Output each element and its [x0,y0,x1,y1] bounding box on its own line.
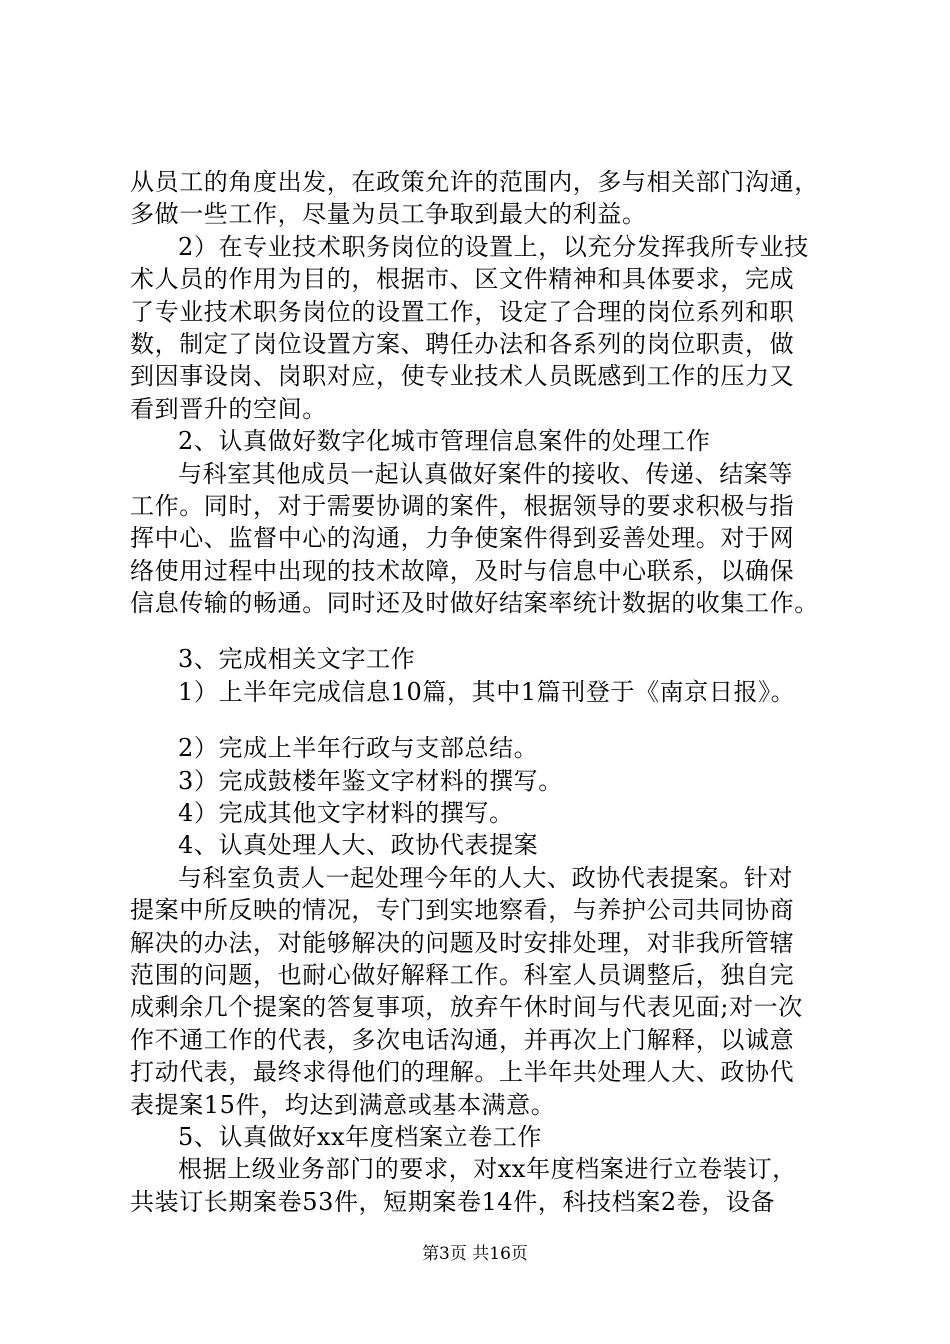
text-line: 成剩余几个提案的答复事项，放弃午休时间与代表见面;对一次 [130,993,803,1022]
text-line: 挥中心、监督中心的沟通，力争使案件得到妥善处理。对于网 [130,524,795,553]
text-line: 4）完成其他文字材料的撰写。 [178,799,514,828]
body-text [130,166,855,1218]
section-heading: 3、完成相关文字工作 [178,645,416,674]
text-line: 范围的问题，也耐心做好解释工作。科室人员调整后，独自完 [130,960,795,989]
text-line: 与科室其他成员一起认真做好案件的接收、传递、结案等 [178,459,793,488]
paragraph-gap [130,619,855,643]
text-line: 到因事设岗、岗职对应，使专业技术人员既感到工作的压力又 [130,362,795,391]
paragraph-gap [130,708,855,732]
text-line: 表提案15件，均达到满意或基本满意。 [130,1090,556,1119]
page-number-footer: 第3页 共16页 [422,1244,528,1264]
text-line: 1）上半年完成信息10篇，其中1篇刊登于《南京日报》。 [178,677,796,706]
text-line: 共装订长期案卷53件，短期案卷14件，科技档案2卷，设备 [130,1187,776,1216]
text-line: 术人员的作用为目的，根据市、区文件精神和具体要求，完成 [130,265,795,294]
section-heading: 5、认真做好xx年度档案立卷工作 [178,1122,542,1151]
text-line: 根据上级业务部门的要求，对xx年度档案进行立卷装订， [178,1155,797,1184]
section-heading: 4、认真处理人大、政协代表提案 [178,831,539,860]
text-line: 打动代表，最终求得他们的理解。上半年共处理人大、政协代 [130,1058,795,1087]
section-heading: 2、认真做好数字化城市管理信息案件的处理工作 [178,427,711,456]
text-line: 工作。同时，对于需要协调的案件，根据领导的要求积极与指 [130,491,795,520]
text-line: 2）在专业技术职务岗位的设置上，以充分发挥我所专业技 [178,232,809,261]
text-line: 2）完成上半年行政与支部总结。 [178,734,539,763]
text-line: 看到晋升的空间。 [130,394,327,423]
text-line: 了专业技术职务岗位的设置工作，设定了合理的岗位系列和职 [130,297,795,326]
text-line: 与科室负责人一起处理今年的人大、政协代表提案。针对 [178,863,793,892]
text-line: 提案中所反映的情况，专门到实地察看，与养护公司共同协商 [130,896,795,925]
text-line: 解决的办法，对能够解决的问题及时安排处理，对非我所管辖 [130,928,795,957]
text-line: 信息传输的畅通。同时还及时做好结案率统计数据的收集工作。 [130,589,819,618]
text-line: 作不通工作的代表，多次电话沟通，并再次上门解释，以诚意 [130,1025,795,1054]
text-line: 多做一些工作，尽量为员工争取到最大的利益。 [130,200,647,229]
text-line: 络使用过程中出现的技术故障，及时与信息中心联系，以确保 [130,556,795,585]
text-line: 3）完成鼓楼年鉴文字材料的撰写。 [178,766,563,795]
text-line: 从员工的角度出发，在政策允许的范围内，多与相关部门沟通， [130,168,819,196]
text-line: 数，制定了岗位设置方案、聘任办法和各系列的岗位职责，做 [130,329,795,358]
